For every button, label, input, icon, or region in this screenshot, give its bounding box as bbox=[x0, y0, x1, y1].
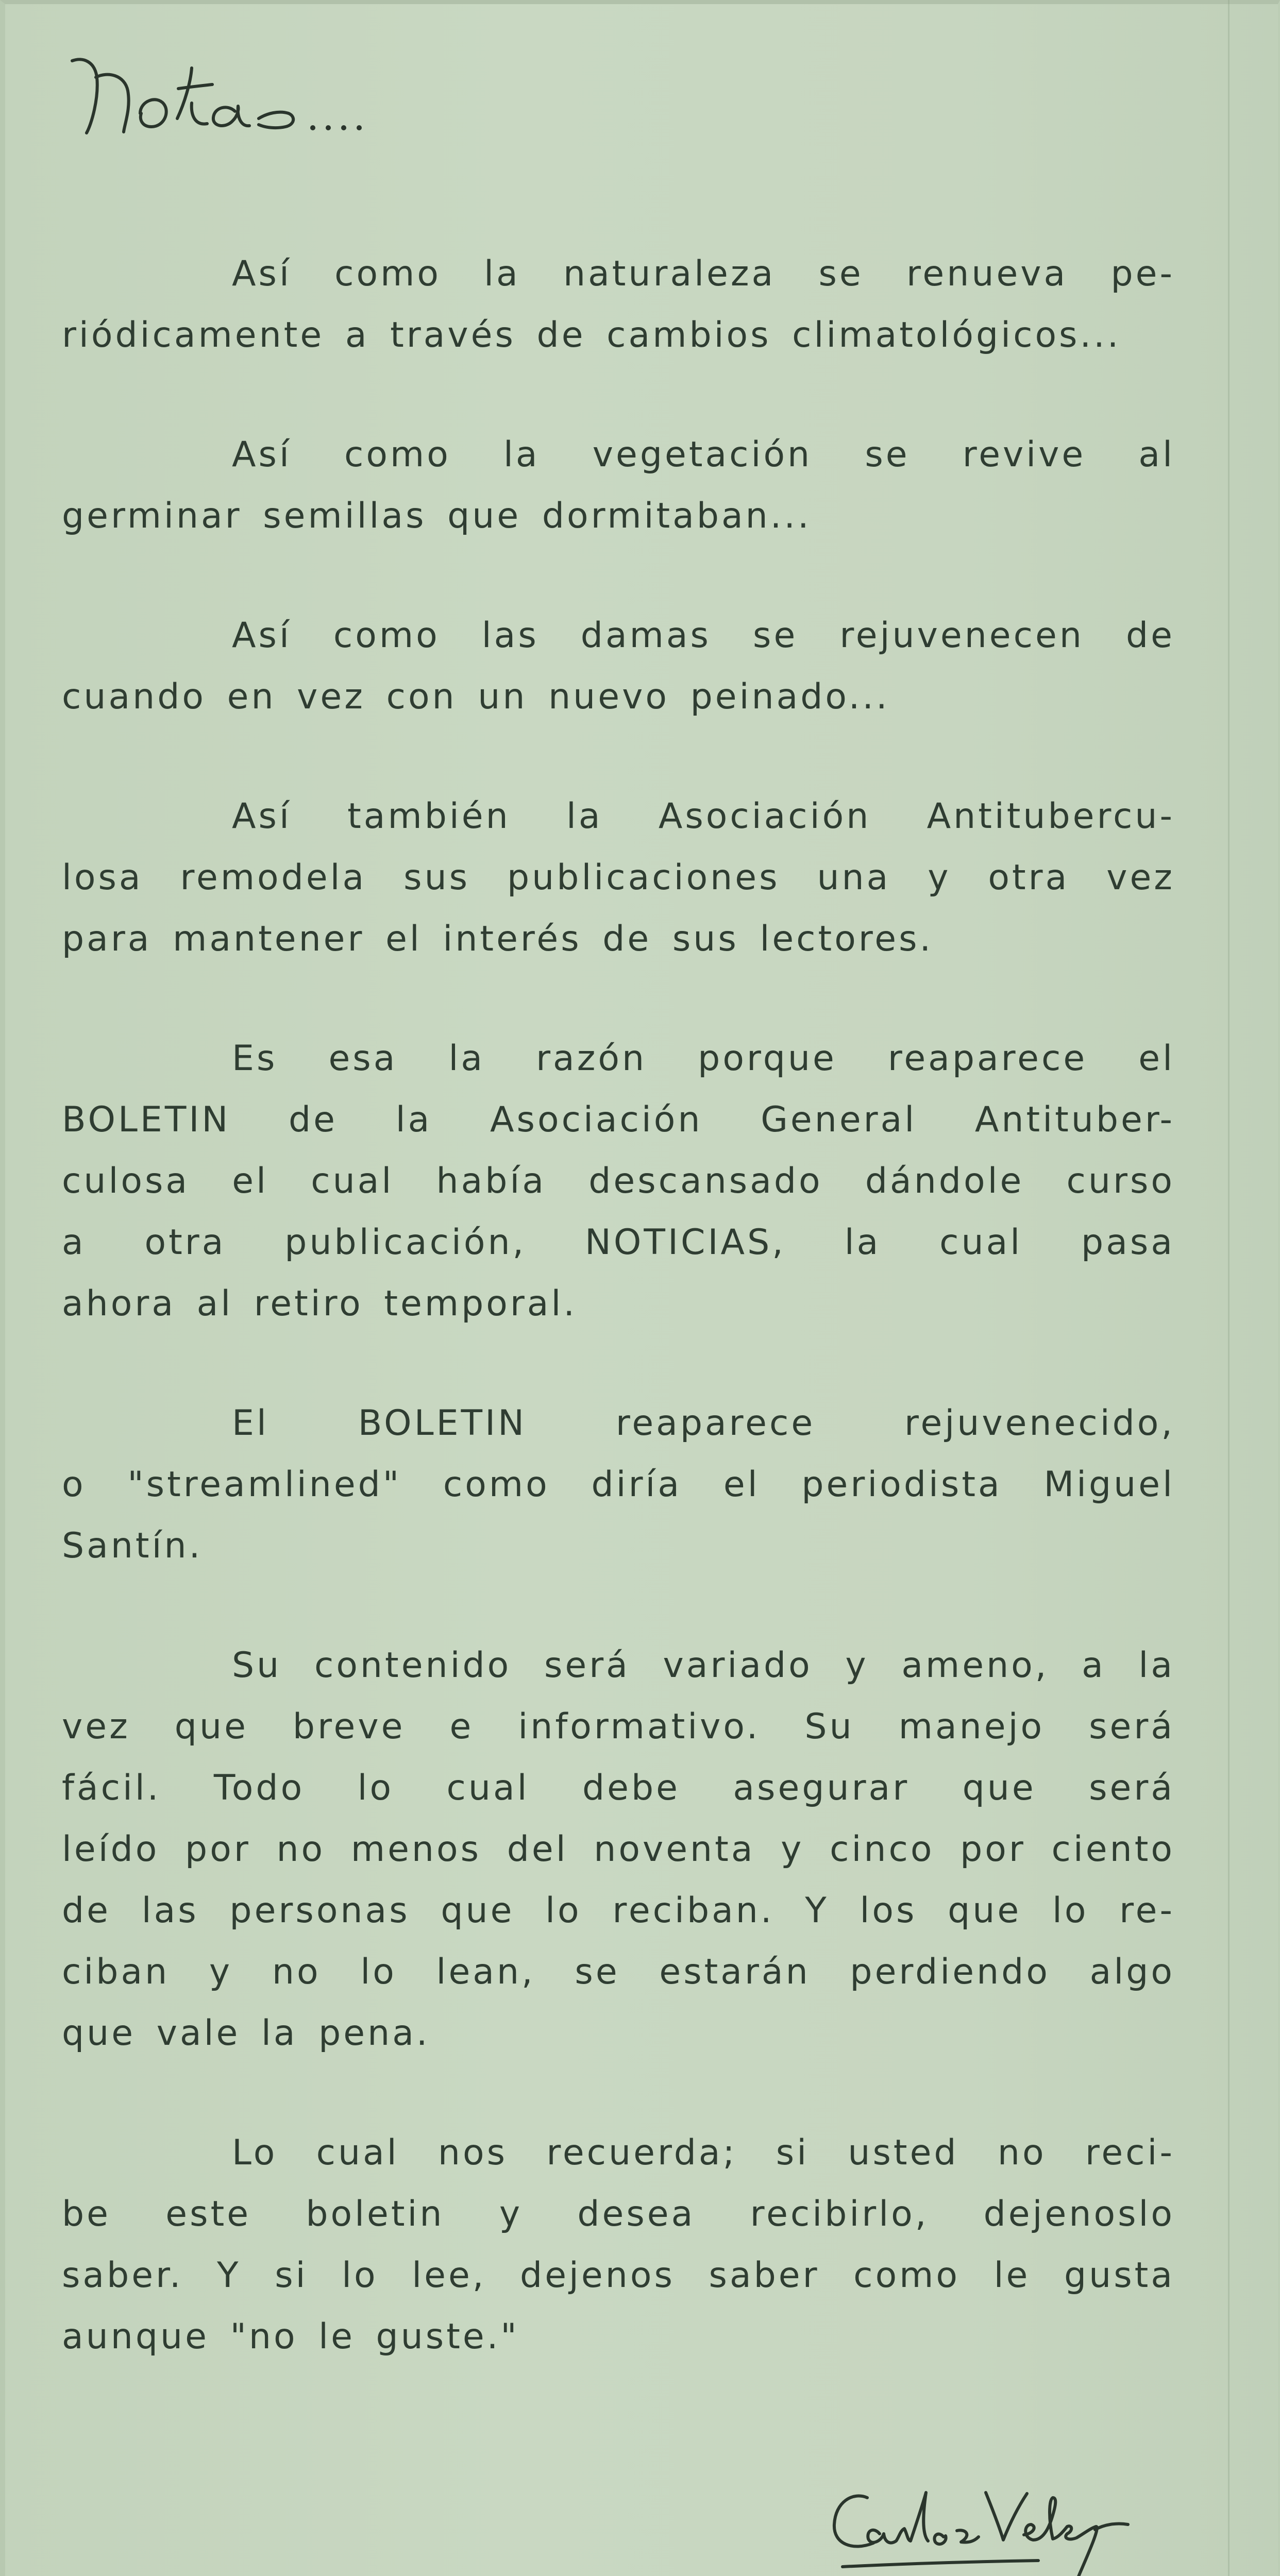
fold-line bbox=[1228, 0, 1230, 2576]
paragraph bbox=[62, 605, 1175, 727]
text-line: riódicamente a través de cambios climatológicos... bbox=[62, 315, 1121, 355]
text-line: Así también la Asociación Antitubercu- bbox=[232, 796, 1175, 837]
handwritten-heading bbox=[63, 41, 475, 165]
text-line: be este boletin y desea recibirlo, dejenoslo bbox=[62, 2194, 1175, 2234]
text-line: Así como la vegetación se revive al bbox=[232, 434, 1175, 475]
text-line: saber. Y si lo lee, dejenos saber como le gusta bbox=[62, 2255, 1175, 2296]
paragraph bbox=[62, 243, 1175, 366]
paragraph bbox=[62, 1635, 1175, 2064]
text-line: Es esa la razón porque reaparece el bbox=[232, 1038, 1175, 1079]
text-line: aunque "no le guste." bbox=[62, 2316, 519, 2357]
paragraph bbox=[62, 424, 1175, 547]
text-line: cuando en vez con un nuevo peinado... bbox=[62, 676, 890, 717]
text-line: El BOLETIN reaparece rejuvenecido, bbox=[232, 1403, 1175, 1444]
paragraph bbox=[62, 1393, 1175, 1577]
text-line: culosa el cual había descansado dándole curso bbox=[62, 1161, 1175, 1201]
text-line: para mantener el interés de sus lectores. bbox=[62, 919, 934, 959]
letter-body bbox=[62, 243, 1175, 2426]
text-line: germinar semillas que dormitaban... bbox=[62, 496, 812, 536]
text-line: losa remodela sus publicaciones una y otra vez bbox=[62, 857, 1175, 898]
signature-drawing bbox=[822, 2473, 1193, 2576]
paragraph bbox=[62, 2122, 1175, 2367]
text-line: vez que breve e informativo. Su manejo será bbox=[62, 1706, 1175, 1747]
text-line: que vale la pena. bbox=[62, 2013, 430, 2054]
text-line: BOLETIN de la Asociación General Antituber- bbox=[62, 1099, 1175, 1140]
text-line: de las personas que lo reciban. Y los que lo re- bbox=[62, 1890, 1175, 1931]
text-line: Así como las damas se rejuvenecen de bbox=[232, 615, 1175, 656]
text-line: Su contenido será variado y ameno, a la bbox=[232, 1645, 1175, 1686]
heading-script-drawing bbox=[63, 41, 475, 165]
text-line: fácil. Todo lo cual debe asegurar que será bbox=[62, 1768, 1175, 1808]
text-line: Lo cual nos recuerda; si usted no reci- bbox=[232, 2132, 1175, 2173]
text-line: Santín. bbox=[62, 1526, 203, 1566]
text-line: Así como la naturaleza se renueva pe- bbox=[232, 253, 1175, 294]
text-line: ahora al retiro temporal. bbox=[62, 1283, 577, 1324]
paragraph bbox=[62, 786, 1175, 970]
handwritten-signature bbox=[822, 2473, 1193, 2576]
paragraph bbox=[62, 1028, 1175, 1334]
text-line: a otra publicación, NOTICIAS, la cual pasa bbox=[62, 1222, 1175, 1263]
text-line: o "streamlined" como diría el periodista Miguel bbox=[62, 1464, 1175, 1505]
text-line: ciban y no lo lean, se estarán perdiendo algo bbox=[62, 1952, 1175, 1992]
text-line: leído por no menos del noventa y cinco por ciento bbox=[62, 1829, 1175, 1870]
